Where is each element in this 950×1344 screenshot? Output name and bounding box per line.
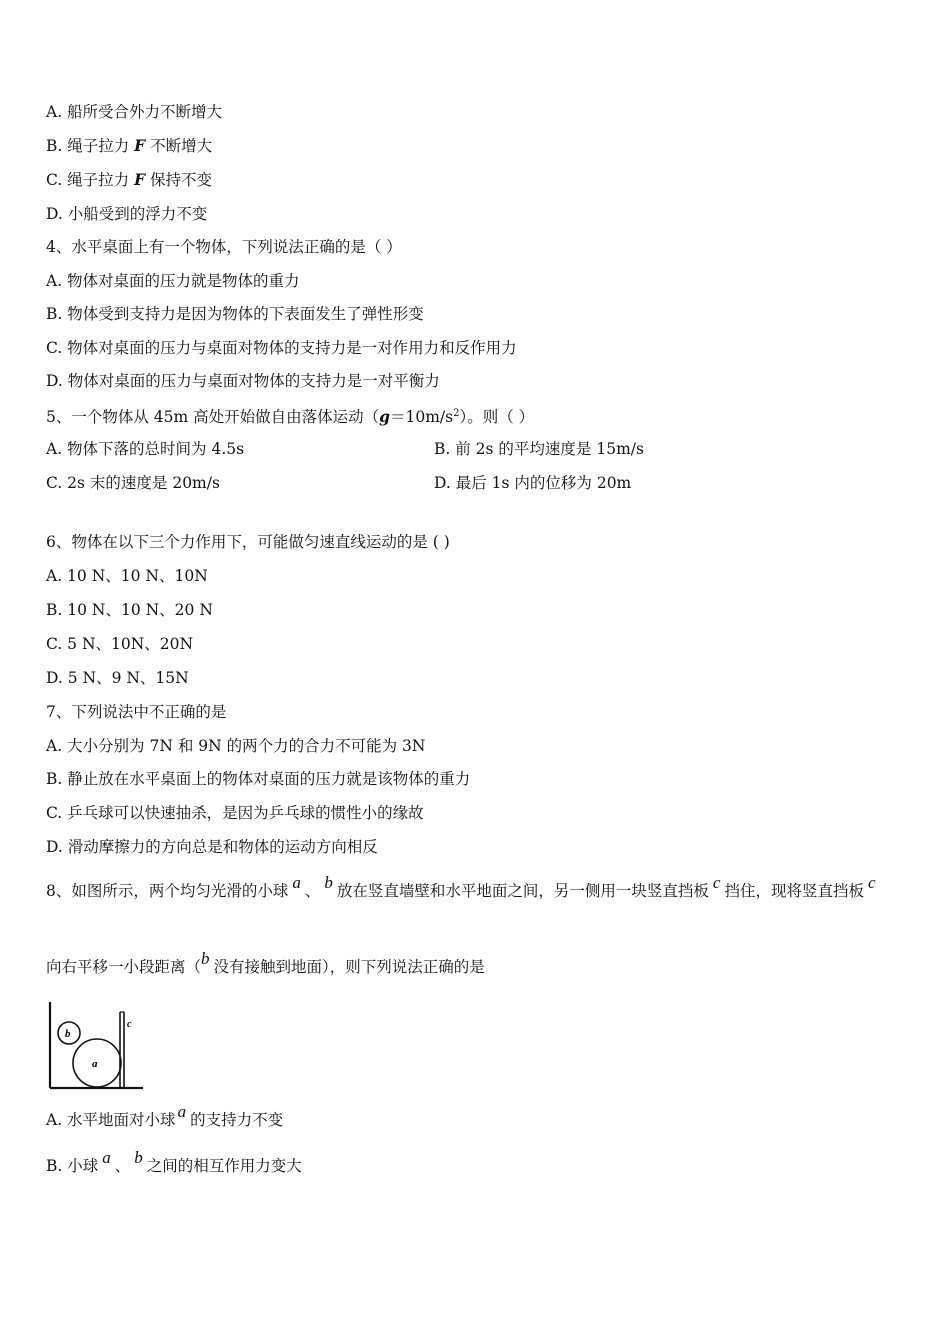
q5-option-c: C. 2s 末的速度是 20m/s xyxy=(46,474,220,492)
q8-stem1-c: 挡住，现将竖直挡板 xyxy=(724,882,864,900)
q5-option-d: D. 最后 1s 内的位移为 20m xyxy=(434,474,632,492)
q4-option-d: D. 物体对桌面的压力与桌面对物体的支持力是一对平衡力 xyxy=(46,372,440,390)
q8-option-b-var1: a xyxy=(102,1148,111,1167)
figure-label-c: c xyxy=(127,1019,132,1030)
q5-option-b: B. 前 2s 的平均速度是 15m/s xyxy=(434,440,644,458)
q5-stem-pre: 5、一个物体从 45m 高处开始做自由落体运动（ xyxy=(46,408,380,427)
q3-option-c-post: 保持不变 xyxy=(145,171,213,189)
q5-stem xyxy=(46,404,534,427)
q8-sep: 、 xyxy=(304,882,321,900)
q8-option-b-sep: 、 xyxy=(114,1157,131,1175)
q3-option-d: D. 小船受到的浮力不变 xyxy=(46,205,208,223)
q8-var-b2: b xyxy=(201,949,210,968)
q5-stem-sup: 2 xyxy=(453,408,460,419)
q8-option-b xyxy=(46,1148,302,1176)
q8-stem1-a: 8、如图所示，两个均匀光滑的小球 xyxy=(46,882,289,900)
q4-option-b: B. 物体受到支持力是因为物体的下表面发生了弹性形变 xyxy=(46,305,424,323)
q8-option-a-pre: A. 水平地面对小球 xyxy=(46,1111,176,1129)
q5-option-a: A. 物体下落的总时间为 4.5s xyxy=(46,440,245,458)
q8-var-a: a xyxy=(292,873,301,892)
q8-stem-line1 xyxy=(46,873,880,901)
q7-option-b: B. 静止放在水平桌面上的物体对桌面的压力就是该物体的重力 xyxy=(46,770,471,788)
q8-option-b-post: 之间的相互作用力变大 xyxy=(146,1157,302,1175)
q8-stem-line2 xyxy=(46,949,485,977)
q4-option-c: C. 物体对桌面的压力与桌面对物体的支持力是一对作用力和反作用力 xyxy=(46,339,517,357)
q3-option-c-pre: C. 绳子拉力 xyxy=(46,171,135,189)
q6-option-a: A. 10 N、10 N、10N xyxy=(46,567,208,585)
figure-label-a: a xyxy=(92,1058,98,1070)
q3-option-b-post: 不断增大 xyxy=(145,137,213,155)
q8-var-b: b xyxy=(324,873,333,892)
q3-option-b-pre: B. 绳子拉力 xyxy=(46,137,135,155)
q5-stem-post: ）。则（ ） xyxy=(459,408,535,427)
q8-option-b-pre: B. 小球 xyxy=(46,1157,99,1175)
q3-option-c xyxy=(46,170,212,190)
q7-option-a: A. 大小分别为 7N 和 9N 的两个力的合力不可能为 3N xyxy=(46,737,426,755)
figure-label-b: b xyxy=(65,1028,71,1040)
q8-option-b-var2: b xyxy=(134,1148,143,1167)
q6-option-c: C. 5 N、10N、20N xyxy=(46,635,194,653)
q4-stem: 4、水平桌面上有一个物体，下列说法正确的是（ ） xyxy=(46,238,402,256)
q7-option-c: C. 乒乓球可以快速抽杀，是因为乒乓球的惯性小的缘故 xyxy=(46,804,424,822)
q3-option-a: A. 船所受合外力不断增大 xyxy=(46,103,223,121)
q4-option-a: A. 物体对桌面的压力就是物体的重力 xyxy=(46,272,300,290)
q7-stem: 7、下列说法中不正确的是 xyxy=(46,703,227,721)
q8-option-a-post: 的支持力不变 xyxy=(190,1111,284,1129)
q8-figure xyxy=(46,998,146,1092)
q5-stem-mid: ＝10m/s xyxy=(389,408,454,427)
q8-var-c: c xyxy=(712,873,721,892)
q3-option-b-var: F xyxy=(134,136,146,155)
q6-option-d: D. 5 N、9 N、15N xyxy=(46,669,189,687)
q5-stem-g: g xyxy=(379,407,390,427)
q6-stem: 6、物体在以下三个力作用下，可能做匀速直线运动的是 ( ) xyxy=(46,533,450,551)
q8-option-a xyxy=(46,1102,284,1130)
q8-stem2-a: 向右平移一小段距离（ xyxy=(46,958,202,976)
q6-option-b: B. 10 N、10 N、20 N xyxy=(46,601,213,619)
q8-var-c2: c xyxy=(867,873,876,892)
q8-stem2-b: 没有接触到地面），则下列说法正确的是 xyxy=(213,958,485,976)
q3-option-c-var: F xyxy=(134,170,146,189)
q7-option-d: D. 滑动摩擦力的方向总是和物体的运动方向相反 xyxy=(46,838,378,856)
q3-option-b xyxy=(46,136,212,156)
q8-option-a-var: a xyxy=(177,1102,187,1121)
q8-stem1-b: 放在竖直墙壁和水平地面之间，另一侧用一块竖直挡板 xyxy=(336,882,709,900)
